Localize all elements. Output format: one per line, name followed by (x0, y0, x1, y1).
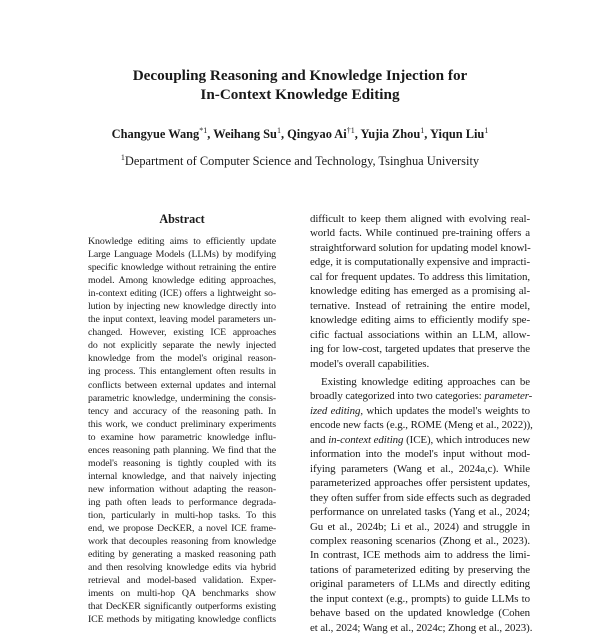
paper-title (0, 66, 600, 104)
text-line (310, 505, 530, 519)
intro-column (310, 212, 533, 635)
text-run: the input context (e.g., prompts) to guide LLMs to (310, 592, 530, 605)
text-line (310, 491, 530, 505)
author-sup: *1 (199, 126, 208, 135)
text-line: edge, it is computationally expensive and impracti- (310, 256, 530, 269)
text-run: encode new facts (e.g., ROME (Meng et al., 2022)), (310, 419, 533, 432)
author-sup: 1 (276, 126, 281, 135)
abstract-line: in-context editing (ICE) offers a lightweight so- (88, 288, 276, 300)
abstract-line: Large Language Models (LLMs) by modifying (88, 249, 276, 261)
title-line-2: In-Context Knowledge Editing (200, 86, 400, 103)
text-line (310, 462, 530, 476)
abstract-line: this work, we conduct preliminary experiments (88, 418, 276, 430)
text-line (310, 433, 530, 447)
abstract-line: new information without adapting the reason- (88, 483, 276, 495)
abstract-line: tion, particularly in multi-hop tasks. To this (88, 509, 276, 521)
abstract-line: lution by injecting new knowledge directly into (88, 301, 276, 313)
italic-term: in-context editing (328, 433, 404, 446)
abstract-line: model. Among knowledge editing approaches, (88, 275, 276, 287)
abstract-line: ing path often leads to performance degrada- (88, 496, 276, 508)
text-run: Existing knowledge editing approaches can be (321, 375, 530, 388)
text-run: (ICE), which introduces new (403, 433, 530, 446)
text-run: performance on unrelated tasks (Yang et al., 2024; (310, 506, 530, 519)
abstract-line: retrieval and model-based validation. Exper- (88, 575, 276, 587)
affiliation-sup: 1 (120, 153, 125, 162)
affiliation-text: Department of Computer Science and Technology, Tsinghua University (124, 154, 480, 169)
abstract-line: the input context, leaving model parameters un- (88, 314, 276, 326)
abstract-body (88, 235, 276, 626)
abstract-line: end, we propose DecKER, a novel ICE frame- (88, 523, 276, 535)
text-line: straightforward solution for updating model knowl- (310, 241, 531, 254)
text-line (310, 621, 533, 635)
author-list (0, 123, 600, 142)
author-sup: 1 (484, 126, 489, 135)
text-line: model's overall capabilities. (310, 357, 430, 370)
text-line (310, 418, 533, 432)
abstract-heading: Abstract (159, 212, 205, 226)
text-run: parameterized approaches offer persistent updates, (310, 477, 530, 490)
text-line: knowledge editing has emerged as a promising al- (310, 285, 530, 298)
abstract-line: iments on multi-hop QA benchmarks show (88, 588, 276, 600)
text-line (310, 447, 530, 461)
text-run: ifying parameters (Wang et al., 2024a,c). While (310, 462, 530, 475)
text-run: and (310, 433, 329, 446)
text-line (310, 548, 530, 562)
author-name: Changyue Wang (111, 127, 200, 142)
abstract-line: conflicts between external updates and internal (88, 379, 276, 391)
abstract-line: that DecKER significantly outperforms existing (88, 601, 276, 613)
author-sep: , (424, 127, 431, 142)
abstract-line: changed. However, existing ICE approaches (88, 327, 276, 339)
text-line (310, 577, 530, 591)
text-line: difficult to keep them aligned with evolving real- (310, 213, 530, 225)
abstract-line: parametric knowledge, undermining the consis- (88, 392, 276, 404)
title-line-1: Decoupling Reasoning and Knowledge Injection for (132, 67, 468, 84)
italic-term: parameter- (484, 390, 533, 403)
abstract-line: to examine how parametric knowledge influ- (88, 431, 276, 443)
text-run: information into the model's input without mod- (310, 448, 530, 461)
text-run: original parameters of LLMs and directly editing (310, 578, 530, 591)
text-run: tations of parameterized editing by preserving the (310, 563, 530, 576)
text-line: cal for frequent updates. To address this limitation, (310, 270, 530, 283)
text-line (310, 606, 530, 620)
text-run: behave based on the updated knowledge (Cohen (310, 607, 530, 620)
abstract-line: ing process. This entanglement often results in (88, 366, 276, 378)
abstract-line: specific knowledge without retraining the entire (88, 262, 276, 274)
text-line (310, 520, 530, 534)
author-name: Weihang Su (213, 127, 277, 142)
abstract-line: ences reasoning path planning. We find that the (88, 444, 276, 456)
abstract-line: ICE methods by mitigating knowledge conflicts (88, 614, 276, 626)
italic-term: ized editing (310, 404, 361, 417)
abstract-line: and then resolving knowledge edits via hybrid (88, 562, 276, 574)
text-run: In contrast, ICE methods aim to address the limi- (310, 549, 530, 562)
text-line (310, 563, 530, 577)
text-run: broadly categorized into two categories: (310, 390, 485, 403)
abstract-line: knowledge from the model's original reason- (88, 353, 276, 365)
abstract-line: do not explicitly separate the newly injected (88, 340, 276, 352)
text-line (310, 375, 530, 389)
author-sep: , (354, 127, 361, 142)
text-line (310, 389, 533, 403)
author-name: Yiqun Liu (430, 127, 485, 142)
abstract-line: Knowledge editing aims to efficiently update (88, 236, 276, 247)
author-sup: 1 (420, 126, 425, 135)
intro-paragraph-2 (310, 375, 533, 635)
text-run: complex reasoning scenarios (Zhong et al., 2023). (310, 534, 530, 547)
author-name: Yujia Zhou (360, 127, 421, 142)
author-sep: , (207, 127, 214, 142)
affiliation (0, 150, 600, 169)
text-line (310, 534, 530, 548)
text-line (310, 592, 530, 606)
text-run: et al., 2024; Wang et al., 2024c; Zhong et al., 2023). (310, 621, 533, 634)
abstract-line: model's reasoning is tightly coupled with its (88, 457, 276, 469)
text-line: knowledge editing aims to efficiently modify spe- (310, 314, 530, 327)
abstract-line: internal knowledge, and that naively injecting (88, 470, 276, 482)
author-sep: , (280, 127, 288, 142)
abstract-line: tency and accuracy of the reasoning path. In (88, 405, 276, 417)
text-line (310, 476, 530, 490)
text-line: ing for low-cost, targeted updates that preserve the (310, 343, 530, 356)
text-run: they often suffer from side effects such as degraded (310, 491, 531, 504)
text-line: cific factual associations within an LLM, allow- (310, 328, 530, 341)
abstract-line: editing by generating a masked reasoning path (88, 549, 276, 561)
author-sup: †1 (346, 126, 355, 135)
text-line: world facts. While continued pre-training offers a (310, 227, 530, 240)
author-name: Qingyao Ai (287, 127, 347, 142)
text-line: ternative. Instead of retraining the entire model, (310, 299, 530, 312)
intro-paragraph-1 (310, 212, 530, 371)
text-line (310, 404, 530, 418)
text-run: Gu et al., 2024b; Li et al., 2024) and struggle in (310, 520, 530, 533)
abstract-line: work that decouples reasoning from knowledge (88, 536, 276, 548)
text-run: , which updates the model's weights to (360, 404, 530, 417)
